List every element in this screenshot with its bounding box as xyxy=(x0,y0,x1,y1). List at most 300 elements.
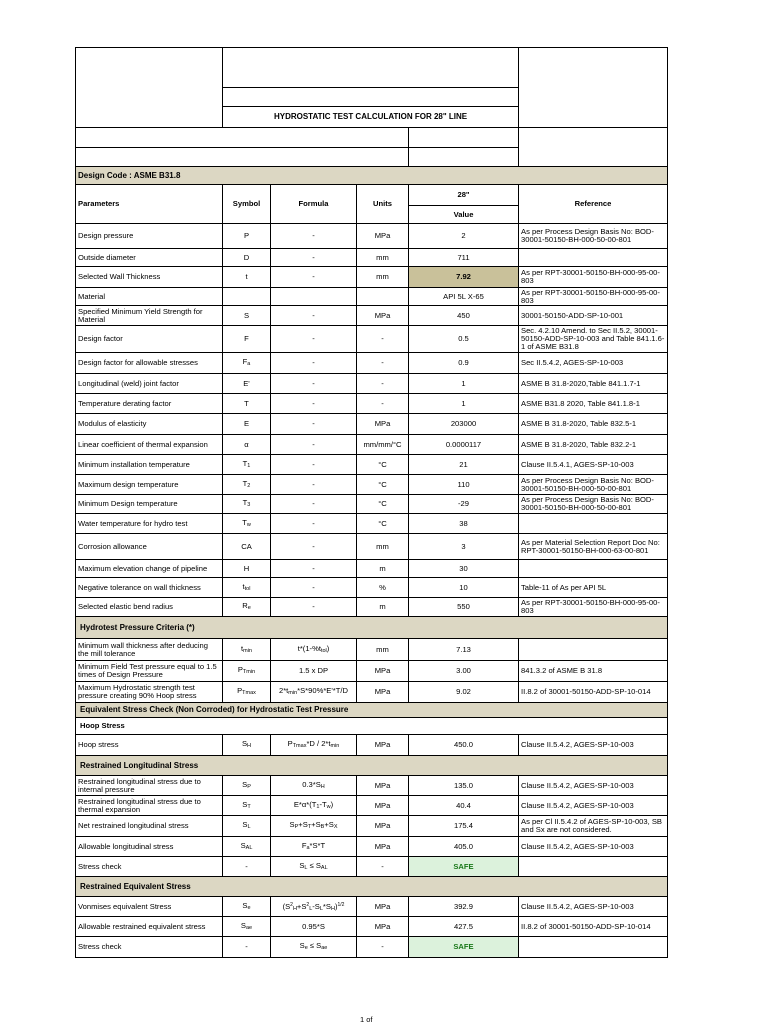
units-cell: °C xyxy=(357,455,409,475)
units-cell: % xyxy=(357,578,409,598)
table-row xyxy=(76,682,668,703)
formula-cell: 2*tmin*S*90%*E'*T/D xyxy=(271,682,357,703)
symbol-text: E' xyxy=(243,378,250,388)
table-row xyxy=(76,414,668,435)
symbol-cell: tmin xyxy=(223,639,271,661)
reference-cell xyxy=(519,514,668,534)
symbol-cell xyxy=(223,414,271,435)
table-row xyxy=(76,475,668,495)
formula-cell xyxy=(271,598,357,617)
formula-cell xyxy=(271,326,357,353)
parameter-cell: Longitudinal (weld) joint factor xyxy=(76,374,223,394)
table-row xyxy=(76,816,668,837)
units-cell: - xyxy=(357,857,409,877)
formula-text: - xyxy=(312,459,315,469)
value-cell: 40.4 xyxy=(409,796,519,816)
formula-text: S xyxy=(289,820,295,829)
column-header-parameters: Parameters xyxy=(76,185,223,224)
formula-cell: E*α*(T1-Tw) xyxy=(271,796,357,816)
table-row xyxy=(76,917,668,937)
status-badge: SAFE xyxy=(409,857,519,877)
reference-cell: ASME B 31.8-2020,Table 841.1.7-1 xyxy=(519,374,668,394)
symbol-text: D xyxy=(243,252,250,262)
header-blank-5 xyxy=(519,128,668,167)
formula-text: - xyxy=(312,419,315,428)
formula-text: - xyxy=(312,439,315,449)
formula-text: - xyxy=(312,272,315,281)
formula-text: 0.95*S xyxy=(302,921,325,931)
formula-text: t*(1-%t xyxy=(297,643,321,653)
formula-cell: PTmax*D / 2*tmin xyxy=(271,735,357,756)
formula-cell xyxy=(271,267,357,288)
parameter-cell: Net restrained longitudinal stress xyxy=(76,816,223,837)
value-cell: 110 xyxy=(409,475,519,495)
table-row xyxy=(76,897,668,917)
reference-cell: As per Process Design Basis No: BOD-30001-50150-BH-000-50-00-801 xyxy=(519,224,668,249)
symbol-cell: T1 xyxy=(223,455,271,475)
reference-cell: As per Cl II.5.4.2 of AGES-SP-10-003, SB and Sx are not considered. xyxy=(519,816,668,837)
header-blank-2 xyxy=(223,88,519,107)
value-cell: 10 xyxy=(409,578,519,598)
column-header-formula: Formula xyxy=(271,185,357,224)
symbol-cell: SH xyxy=(223,735,271,756)
units-cell: - xyxy=(357,394,409,414)
reference-cell: Clause II.5.4.1, AGES-SP-10-003 xyxy=(519,455,668,475)
header-blank-1 xyxy=(223,48,519,88)
header-blank-3 xyxy=(76,128,409,148)
symbol-text: S xyxy=(243,310,250,320)
value-cell: 38 xyxy=(409,514,519,534)
formula-cell xyxy=(271,249,357,267)
section-hydrotest: Hydrotest Pressure Criteria (*) xyxy=(76,617,668,639)
symbol-text: H xyxy=(243,563,250,573)
symbol-text: t xyxy=(241,643,244,653)
units-cell: mm/mm/°C xyxy=(357,435,409,455)
symbol-cell xyxy=(223,857,271,877)
units-cell: MPa xyxy=(357,796,409,816)
formula-text: - xyxy=(312,358,315,367)
parameter-cell: Maximum Hydrostatic strength test pressure creating 90% Hoop stress xyxy=(76,682,223,703)
reference-cell: II.8.2 of 30001-50150-ADD-SP-10-014 xyxy=(519,917,668,937)
parameter-cell: Maximum elevation change of pipeline xyxy=(76,560,223,578)
parameter-cell: Modulus of elasticity xyxy=(76,414,223,435)
value-cell: 203000 xyxy=(409,414,519,435)
table-row xyxy=(76,776,668,796)
formula-cell: SP+ST+SB+SX xyxy=(271,816,357,837)
formula-cell xyxy=(271,560,357,578)
table-row xyxy=(76,514,668,534)
value-cell: 3 xyxy=(409,534,519,560)
units-cell: - xyxy=(357,326,409,353)
section-row xyxy=(76,167,668,185)
value-cell: 0.9 xyxy=(409,353,519,374)
reference-cell: Clause II.5.4.2, AGES-SP-10-003 xyxy=(519,897,668,917)
units-cell: MPa xyxy=(357,224,409,249)
formula-cell: SL ≤ SAL xyxy=(271,857,357,877)
section-row xyxy=(76,718,668,735)
symbol-cell xyxy=(223,435,271,455)
units-cell: °C xyxy=(357,495,409,514)
reference-cell xyxy=(519,937,668,958)
symbol-cell xyxy=(223,534,271,560)
formula-text: - xyxy=(312,541,315,551)
parameter-cell: Maximum design temperature xyxy=(76,475,223,495)
units-cell: m xyxy=(357,598,409,617)
reference-cell: As per RPT-30001-50150-BH-000-95-00-803 xyxy=(519,598,668,617)
units-cell: - xyxy=(357,374,409,394)
reference-cell: Clause II.5.4.2, AGES-SP-10-003 xyxy=(519,796,668,816)
formula-cell xyxy=(271,475,357,495)
parameter-cell: Selected Wall Thickness xyxy=(76,267,223,288)
reference-cell: As per Process Design Basis No: BOD-30001-50150-BH-000-50-00-801 xyxy=(519,475,668,495)
table-row xyxy=(76,796,668,816)
symbol-text: S xyxy=(242,799,248,809)
design-code: Design Code : ASME B31.8 xyxy=(76,167,668,185)
formula-text: - xyxy=(312,334,315,343)
reference-cell: Clause II.5.4.2, AGES-SP-10-003 xyxy=(519,837,668,857)
units-cell: MPa xyxy=(357,306,409,326)
symbol-cell xyxy=(223,374,271,394)
table-row xyxy=(76,267,668,288)
value-cell: 175.4 xyxy=(409,816,519,837)
symbol-text: S xyxy=(240,840,246,850)
section-equivalent-stress: Equivalent Stress Check (Non Corroded) for Hydrostatic Test Pressure xyxy=(76,703,668,718)
formula-text: 2*t xyxy=(278,686,289,695)
column-header-row xyxy=(76,185,668,206)
symbol-text: P xyxy=(237,665,243,674)
reference-cell: As per Material Selection Report Doc No: RPT-30001-50150-BH-000-63-00-801 xyxy=(519,534,668,560)
parameter-cell: Design factor for allowable stresses xyxy=(76,353,223,374)
parameter-cell: Allowable longitudinal stress xyxy=(76,837,223,857)
symbol-cell: SL xyxy=(223,816,271,837)
symbol-cell xyxy=(223,306,271,326)
value-cell: 21 xyxy=(409,455,519,475)
header-right-cell xyxy=(519,48,668,128)
formula-cell xyxy=(271,661,357,682)
value-cell: 450.0 xyxy=(409,735,519,756)
reference-cell xyxy=(519,560,668,578)
formula-text: - xyxy=(312,479,315,489)
section-hoop-stress: Hoop Stress xyxy=(76,718,668,735)
reference-cell: Clause II.5.4.2, AGES-SP-10-003 xyxy=(519,735,668,756)
section-row xyxy=(76,877,668,897)
parameter-cell: Restrained longitudinal stress due to thermal expansion xyxy=(76,796,223,816)
units-cell: °C xyxy=(357,514,409,534)
formula-cell: $(S^2H+S^2L-SL*SH)^{1/2}$ xyxy=(271,897,357,917)
page-number: 1 of xyxy=(360,1015,373,1024)
header-table xyxy=(75,47,668,167)
parameter-cell: Design pressure xyxy=(76,224,223,249)
formula-cell xyxy=(271,306,357,326)
header-blank-6 xyxy=(76,148,409,167)
document-title: HYDROSTATIC TEST CALCULATION FOR 28" LINE xyxy=(223,107,519,128)
table-row xyxy=(76,394,668,414)
value-cell: 450 xyxy=(409,306,519,326)
formula-text: - xyxy=(312,378,315,388)
value-cell: API 5L X-65 xyxy=(409,288,519,306)
formula-text: P xyxy=(287,739,293,748)
symbol-text: T xyxy=(242,498,248,507)
symbol-cell: T3 xyxy=(223,495,271,514)
value-cell: 1 xyxy=(409,374,519,394)
value-cell: -29 xyxy=(409,495,519,514)
symbol-text: S xyxy=(240,920,246,930)
units-cell: MPa xyxy=(357,414,409,435)
value-cell: 427.5 xyxy=(409,917,519,937)
parameter-cell: Negative tolerance on wall thickness xyxy=(76,578,223,598)
value-cell: 7.13 xyxy=(409,639,519,661)
symbol-text: E xyxy=(243,419,250,428)
value-cell: 7.92 xyxy=(409,267,519,288)
table-row xyxy=(76,560,668,578)
formula-cell xyxy=(271,288,357,306)
section-row xyxy=(76,703,668,718)
formula-cell xyxy=(271,435,357,455)
symbol-text: T xyxy=(242,478,248,488)
section-row xyxy=(76,756,668,776)
logo-cell xyxy=(76,48,223,128)
formula-text: - xyxy=(312,398,315,408)
formula-text: - xyxy=(312,499,315,508)
formula-cell: Fa*S*T xyxy=(271,837,357,857)
table-row xyxy=(76,857,668,877)
units-cell: °C xyxy=(357,475,409,495)
units-cell: m xyxy=(357,560,409,578)
parameter-cell: Minimum wall thickness after deducing the mill tolerance xyxy=(76,639,223,661)
formula-cell xyxy=(271,353,357,374)
value-cell: 405.0 xyxy=(409,837,519,857)
table-row xyxy=(76,353,668,374)
units-cell: MPa xyxy=(357,917,409,937)
units-cell: - xyxy=(357,937,409,958)
parameter-cell: Minimum Design temperature xyxy=(76,495,223,514)
parameter-cell: Corrosion allowance xyxy=(76,534,223,560)
symbol-cell: SP xyxy=(223,776,271,796)
parameter-cell: Linear coefficient of thermal expansion xyxy=(76,435,223,455)
status-badge: SAFE xyxy=(409,937,519,958)
symbol-text: CA xyxy=(241,541,252,551)
symbol-cell xyxy=(223,937,271,958)
parameter-cell: Design factor xyxy=(76,326,223,353)
symbol-cell xyxy=(223,560,271,578)
table-row xyxy=(76,288,668,306)
parameter-cell: Material xyxy=(76,288,223,306)
table-row xyxy=(76,374,668,394)
formula-text: F xyxy=(301,840,307,850)
table-row xyxy=(76,224,668,249)
reference-cell: As per RPT-30001-50150-BH-000-95-00-803 xyxy=(519,267,668,288)
table-row xyxy=(76,435,668,455)
formula-text: (S xyxy=(282,901,291,911)
formula-cell xyxy=(271,514,357,534)
value-cell: 392.9 xyxy=(409,897,519,917)
section-longitudinal-stress: Restrained Longitudinal Stress xyxy=(76,756,668,776)
formula-text: - xyxy=(312,231,315,240)
calculation-table xyxy=(75,166,668,958)
table-row xyxy=(76,735,668,756)
formula-text: 1.5 x DP xyxy=(298,666,329,675)
symbol-text: R xyxy=(242,601,248,610)
formula-cell xyxy=(271,394,357,414)
formula-text: S xyxy=(299,941,305,950)
reference-cell: 30001-50150-ADD-SP-10-001 xyxy=(519,306,668,326)
parameter-cell: Selected elastic bend radius xyxy=(76,598,223,617)
units-cell: MPa xyxy=(357,897,409,917)
symbol-text: α xyxy=(244,439,249,449)
column-header-units: Units xyxy=(357,185,409,224)
table-row xyxy=(76,249,668,267)
symbol-text: P xyxy=(243,231,250,240)
symbol-cell xyxy=(223,326,271,353)
value-cell: 0.5 xyxy=(409,326,519,353)
value-cell: 3.00 xyxy=(409,661,519,682)
symbol-text: - xyxy=(245,861,248,871)
table-row xyxy=(76,495,668,514)
symbol-cell: SAL xyxy=(223,837,271,857)
units-cell: MPa xyxy=(357,837,409,857)
value-cell: 550 xyxy=(409,598,519,617)
units-cell: MPa xyxy=(357,776,409,796)
parameter-cell: Vonmises equivalent Stress xyxy=(76,897,223,917)
symbol-cell: Fa xyxy=(223,353,271,374)
symbol-text: S xyxy=(242,900,248,910)
reference-cell: II.8.2 of 30001-50150-ADD-SP-10-014 xyxy=(519,682,668,703)
units-cell: MPa xyxy=(357,735,409,756)
units-cell: mm xyxy=(357,534,409,560)
reference-cell: ASME B 31.8-2020, Table 832.5-1 xyxy=(519,414,668,435)
formula-text: 0.3*S xyxy=(302,779,321,789)
parameter-cell: Restrained longitudinal stress due to internal pressure xyxy=(76,776,223,796)
table-row xyxy=(76,639,668,661)
symbol-text: P xyxy=(237,686,243,695)
symbol-text: S xyxy=(242,779,248,789)
parameter-cell: Stress check xyxy=(76,857,223,877)
symbol-text: t xyxy=(245,272,248,281)
symbol-text: t xyxy=(242,581,245,591)
formula-text: E*α*(T xyxy=(293,799,317,809)
table-row xyxy=(76,937,668,958)
symbol-text: T xyxy=(244,398,249,408)
parameter-cell: Allowable restrained equivalent stress xyxy=(76,917,223,937)
parameter-cell: Water temperature for hydro test xyxy=(76,514,223,534)
formula-text: - xyxy=(312,563,315,573)
symbol-cell: T2 xyxy=(223,475,271,495)
symbol-cell xyxy=(223,267,271,288)
units-cell xyxy=(357,288,409,306)
reference-cell: Sec. 4.2.10 Amend. to Sec II.5.2, 30001-50150-ADD-SP-10-003 and Table 841.1.6-1 of ASME B31.8 xyxy=(519,326,668,353)
parameter-cell: Hoop stress xyxy=(76,735,223,756)
symbol-text: F xyxy=(242,357,248,366)
column-header-reference: Reference xyxy=(519,185,668,224)
formula-cell xyxy=(271,374,357,394)
reference-cell xyxy=(519,639,668,661)
symbol-cell xyxy=(223,249,271,267)
reference-cell: ASME B 31.8-2020, Table 832.2-1 xyxy=(519,435,668,455)
formula-cell xyxy=(271,917,357,937)
symbol-text: - xyxy=(245,942,248,951)
symbol-cell: Sae xyxy=(223,917,271,937)
symbol-text: S xyxy=(241,739,248,748)
parameter-cell: Minimum installation temperature xyxy=(76,455,223,475)
value-cell: 30 xyxy=(409,560,519,578)
formula-cell xyxy=(271,578,357,598)
parameter-cell: Outside diameter xyxy=(76,249,223,267)
symbol-cell: PTmin xyxy=(223,661,271,682)
table-row xyxy=(76,326,668,353)
units-cell: MPa xyxy=(357,816,409,837)
symbol-text: S xyxy=(242,820,248,829)
value-cell: 135.0 xyxy=(409,776,519,796)
symbol-cell: PTmax xyxy=(223,682,271,703)
header-blank-4 xyxy=(409,128,519,148)
units-cell: mm xyxy=(357,267,409,288)
table-row xyxy=(76,837,668,857)
parameter-cell: Minimum Field Test pressure equal to 1.5 times of Design Pressure xyxy=(76,661,223,682)
table-row xyxy=(76,455,668,475)
formula-cell xyxy=(271,224,357,249)
formula-text: - xyxy=(312,310,315,320)
units-cell: mm xyxy=(357,249,409,267)
formula-cell: 0.3*SH xyxy=(271,776,357,796)
reference-cell: As per Process Design Basis No: BOD-30001-50150-BH-000-50-00-801 xyxy=(519,495,668,514)
reference-cell: Table-11 of As per API 5L xyxy=(519,578,668,598)
value-cell: 2 xyxy=(409,224,519,249)
symbol-text: T xyxy=(242,517,247,527)
parameter-cell: Temperature derating factor xyxy=(76,394,223,414)
units-cell: mm xyxy=(357,639,409,661)
symbol-text: F xyxy=(244,334,249,343)
value-cell: 1 xyxy=(409,394,519,414)
symbol-text: T xyxy=(242,458,248,468)
formula-cell xyxy=(271,534,357,560)
units-cell: MPa xyxy=(357,661,409,682)
symbol-cell: Re xyxy=(223,598,271,617)
parameter-cell: Specified Minimum Yield Strength for Material xyxy=(76,306,223,326)
reference-cell: Sec II.5.4.2, AGES-SP-10-003 xyxy=(519,353,668,374)
units-cell: - xyxy=(357,353,409,374)
symbol-cell: Tw xyxy=(223,514,271,534)
reference-cell: 841.3.2 of ASME B 31.8 xyxy=(519,661,668,682)
column-header-size: 28" xyxy=(409,185,519,206)
section-row xyxy=(76,617,668,639)
header-blank-7 xyxy=(409,148,519,167)
formula-text: - xyxy=(312,518,315,528)
parameter-cell: Stress check xyxy=(76,937,223,958)
units-cell: MPa xyxy=(357,682,409,703)
formula-cell: t*(1-%ttol) xyxy=(271,639,357,661)
symbol-cell: ttol xyxy=(223,578,271,598)
value-cell: 0.0000117 xyxy=(409,435,519,455)
formula-cell xyxy=(271,414,357,435)
formula-text: - xyxy=(312,252,315,262)
reference-cell: ASME B31.8 2020, Table 841.1.8-1 xyxy=(519,394,668,414)
formula-cell xyxy=(271,495,357,514)
symbol-cell: Se xyxy=(223,897,271,917)
section-equivalent: Restrained Equivalent Stress xyxy=(76,877,668,897)
symbol-cell: ST xyxy=(223,796,271,816)
symbol-cell xyxy=(223,224,271,249)
table-row xyxy=(76,534,668,560)
formula-cell xyxy=(271,455,357,475)
symbol-cell xyxy=(223,288,271,306)
value-cell: 9.02 xyxy=(409,682,519,703)
table-row xyxy=(76,661,668,682)
symbol-cell xyxy=(223,394,271,414)
reference-cell xyxy=(519,249,668,267)
formula-cell: Se ≤ Sae xyxy=(271,937,357,958)
value-cell: 711 xyxy=(409,249,519,267)
formula-text: S xyxy=(299,860,305,870)
